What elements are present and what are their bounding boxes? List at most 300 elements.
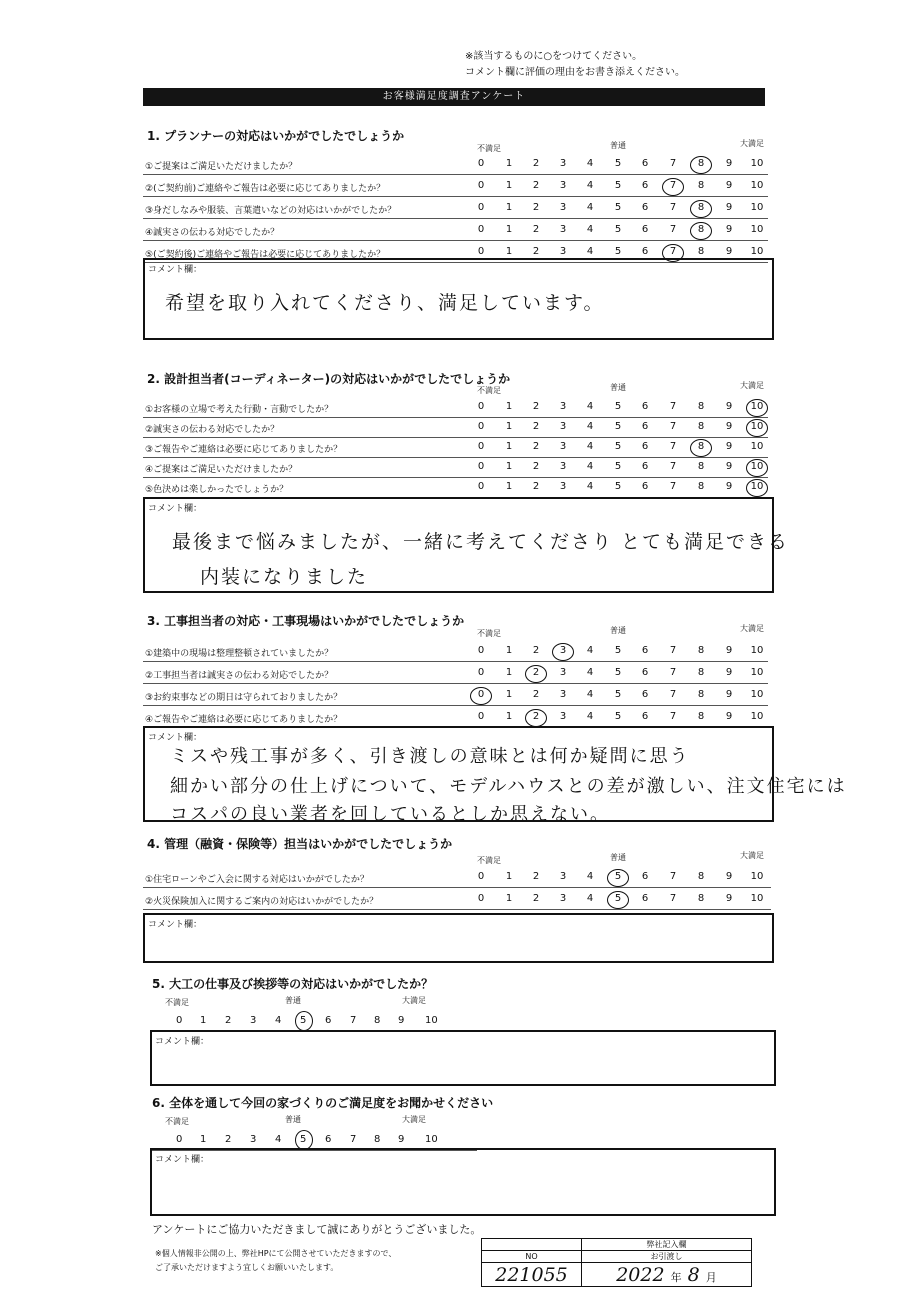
rating-option[interactable]: 6 <box>325 1015 332 1026</box>
rating-option[interactable]: 1 <box>505 224 513 235</box>
rating-option[interactable]: 1 <box>505 202 513 213</box>
comment-label: コメント欄： <box>148 920 203 930</box>
rating-option[interactable]: 4 <box>275 1134 282 1145</box>
rating-option[interactable]: 0 <box>477 667 485 678</box>
scale-high-label: 大満足 <box>740 624 764 633</box>
rating-option[interactable]: 8 <box>697 711 705 722</box>
rating-option[interactable]: 2 <box>532 871 540 882</box>
no-value: 221055 <box>482 1263 582 1287</box>
section-title: 1. プランナーの対応はいかがでしたでしょうか <box>147 129 405 143</box>
rating-option[interactable]: 0 <box>477 645 485 656</box>
comment-label: コメント欄： <box>155 1037 210 1047</box>
rating-option[interactable]: 9 <box>398 1015 405 1026</box>
question-row <box>143 438 768 458</box>
handwritten-comment: コスパの良い業者を回しているとしか思えない。 <box>170 804 610 825</box>
rating-option[interactable]: 8 <box>697 202 705 213</box>
scale-mid-label: 普通 <box>610 141 626 150</box>
rating-option[interactable]: 2 <box>532 689 540 700</box>
rating-option[interactable]: 3 <box>559 246 567 257</box>
rating-option[interactable]: 5 <box>614 667 622 678</box>
rating-option[interactable]: 0 <box>477 689 485 700</box>
selected-rating-circle <box>746 399 768 417</box>
month-value: 8 <box>687 1263 700 1286</box>
rating-option[interactable]: 10 <box>750 711 764 722</box>
selected-rating-circle <box>607 869 629 887</box>
selected-rating-circle <box>690 439 712 457</box>
rating-option[interactable]: 6 <box>641 441 649 452</box>
rating-option[interactable]: 6 <box>641 158 649 169</box>
rating-option[interactable]: 2 <box>532 893 540 904</box>
question-text: ②誠実さの伝わる対応でしたか？ <box>145 425 280 435</box>
question-row <box>143 890 771 910</box>
rating-option[interactable]: 2 <box>532 481 540 492</box>
rating-option[interactable]: 3 <box>559 461 567 472</box>
handwritten-comment: 細かい部分の仕上げについて、モデルハウスとの差が激しい、注文住宅には <box>170 776 847 797</box>
rating-option[interactable]: 6 <box>641 645 649 656</box>
rating-option[interactable]: 7 <box>669 871 677 882</box>
rating-option[interactable]: 7 <box>669 401 677 412</box>
scale-mid-label: 普通 <box>610 626 626 635</box>
rating-option[interactable]: 0 <box>477 871 485 882</box>
question-text: ①建築中の現場は整理整頓されていましたか？ <box>145 649 334 659</box>
rating-option[interactable]: 5 <box>614 441 622 452</box>
rating-option[interactable]: 7 <box>669 180 677 191</box>
rating-option[interactable]: 10 <box>750 893 764 904</box>
rating-option[interactable]: 6 <box>641 421 649 432</box>
selected-rating-circle <box>746 479 768 497</box>
rating-option[interactable]: 6 <box>641 461 649 472</box>
rating-option[interactable]: 7 <box>669 441 677 452</box>
rating-option[interactable]: 0 <box>477 401 485 412</box>
rating-option[interactable]: 5 <box>614 461 622 472</box>
rating-option[interactable]: 2 <box>532 421 540 432</box>
rating-option[interactable]: 2 <box>532 180 540 191</box>
rating-option[interactable]: 10 <box>750 180 764 191</box>
rating-option[interactable]: 5 <box>614 421 622 432</box>
scale-mid-label: 普通 <box>285 1115 301 1124</box>
rating-option[interactable]: 9 <box>725 871 733 882</box>
date-label: お引渡し <box>582 1251 752 1263</box>
rating-option[interactable]: 6 <box>641 246 649 257</box>
rating-option[interactable]: 8 <box>697 871 705 882</box>
rating-option[interactable]: 10 <box>750 441 764 452</box>
rating-option[interactable]: 5 <box>614 401 622 412</box>
rating-option[interactable]: 3 <box>559 711 567 722</box>
scale-low-label: 不満足 <box>477 386 501 395</box>
rating-option[interactable]: 9 <box>725 645 733 656</box>
rating-option[interactable]: 1 <box>200 1134 207 1145</box>
rating-option[interactable]: 6 <box>641 871 649 882</box>
rating-option[interactable]: 7 <box>669 202 677 213</box>
rating-option[interactable]: 3 <box>559 893 567 904</box>
rating-option[interactable]: 0 <box>477 224 485 235</box>
handwritten-comment: ミスや残工事が多く、引き渡しの意味とは何か疑問に思う <box>170 746 690 767</box>
question-row <box>143 199 768 219</box>
rating-option[interactable]: 8 <box>697 645 705 656</box>
scale-low-label: 不満足 <box>477 856 501 865</box>
question-text: ⑤(ご契約後)ご連絡やご報告は必要に応じてありましたか？ <box>145 250 386 260</box>
rating-option[interactable]: 7 <box>669 667 677 678</box>
rating-option[interactable]: 9 <box>725 711 733 722</box>
rating-option[interactable]: 1 <box>505 421 513 432</box>
comment-box[interactable] <box>150 1030 776 1086</box>
rating-option[interactable]: 7 <box>669 461 677 472</box>
rating-option[interactable]: 6 <box>641 481 649 492</box>
rating-option[interactable]: 9 <box>725 893 733 904</box>
comment-label: コメント欄： <box>148 733 203 743</box>
question-row <box>143 708 768 728</box>
selected-rating-circle <box>746 419 768 437</box>
year-unit: 年 <box>670 1270 682 1284</box>
rating-option[interactable]: 2 <box>532 158 540 169</box>
question-text: ②工事担当者は誠実さの伝わる対応でしたか？ <box>145 671 334 681</box>
year-value: 2022 <box>616 1263 665 1286</box>
rating-option[interactable]: 8 <box>374 1134 381 1145</box>
thanks-text: アンケートにご協力いただきまして誠にありがとうございました。 <box>152 1223 482 1236</box>
rating-option[interactable]: 2 <box>532 711 540 722</box>
rating-option[interactable]: 1 <box>505 689 513 700</box>
rating-option[interactable]: 3 <box>559 401 567 412</box>
rating-option[interactable]: 7 <box>669 893 677 904</box>
rating-option[interactable]: 2 <box>532 667 540 678</box>
rating-option[interactable]: 3 <box>559 481 567 492</box>
question-text: ⑤色決めは楽しかったでしょうか？ <box>145 485 289 495</box>
rating-option[interactable]: 5 <box>614 224 622 235</box>
rating-option[interactable]: 1 <box>505 180 513 191</box>
question-row <box>143 458 768 478</box>
selected-rating-circle <box>525 665 547 683</box>
rating-option[interactable]: 5 <box>300 1134 307 1145</box>
question-row <box>143 398 768 418</box>
question-text: ③身だしなみや服装、言葉遣いなどの対応はいかがでしたか？ <box>145 206 397 216</box>
rating-option[interactable]: 2 <box>532 202 540 213</box>
rating-option[interactable]: 9 <box>725 481 733 492</box>
rating-option[interactable]: 10 <box>425 1015 438 1026</box>
rating-option[interactable]: 9 <box>725 158 733 169</box>
rating-option[interactable]: 10 <box>750 871 764 882</box>
rating-option[interactable]: 10 <box>750 645 764 656</box>
rating-option[interactable]: 4 <box>586 224 594 235</box>
selected-rating-circle <box>552 643 574 661</box>
rating-option[interactable]: 7 <box>669 711 677 722</box>
date-value <box>582 1263 752 1287</box>
rating-option[interactable]: 5 <box>614 689 622 700</box>
question-text: ④誠実さの伝わる対応でしたか？ <box>145 228 280 238</box>
question-row <box>143 221 768 241</box>
question-row <box>143 664 768 684</box>
survey-title: お客様満足度調査アンケート <box>143 88 765 106</box>
rating-option[interactable]: 6 <box>325 1134 332 1145</box>
rating-option[interactable]: 8 <box>697 667 705 678</box>
scale-high-label: 大満足 <box>740 139 764 148</box>
rating-option[interactable]: 4 <box>586 481 594 492</box>
rating-option[interactable]: 0 <box>176 1134 183 1145</box>
rating-option[interactable]: 8 <box>697 246 705 257</box>
rating-option[interactable]: 8 <box>697 689 705 700</box>
rating-option[interactable]: 5 <box>614 871 622 882</box>
rating-option[interactable]: 0 <box>477 202 485 213</box>
rating-option[interactable]: 7 <box>350 1134 357 1145</box>
stamp-header: 弊社記入欄 <box>582 1239 752 1251</box>
rating-option[interactable]: 3 <box>250 1134 257 1145</box>
rating-option[interactable]: 8 <box>697 421 705 432</box>
rating-option[interactable]: 4 <box>586 421 594 432</box>
selected-rating-circle <box>746 459 768 477</box>
scale-low-label: 不満足 <box>477 629 501 638</box>
rating-option[interactable]: 8 <box>697 180 705 191</box>
rating-option[interactable]: 5 <box>614 711 622 722</box>
handwritten-comment: 内装になりました <box>200 566 369 588</box>
rating-option[interactable]: 10 <box>750 158 764 169</box>
question-row <box>143 868 771 888</box>
rating-option[interactable]: 3 <box>559 441 567 452</box>
rating-option[interactable]: 4 <box>586 158 594 169</box>
rating-option[interactable]: 7 <box>669 158 677 169</box>
rating-option[interactable]: 7 <box>669 246 677 257</box>
rating-option[interactable]: 10 <box>750 689 764 700</box>
scale-high-label: 大満足 <box>402 1115 426 1124</box>
comment-label: コメント欄： <box>148 265 203 275</box>
rating-option[interactable]: 8 <box>374 1015 381 1026</box>
rating-option[interactable]: 7 <box>350 1015 357 1026</box>
selected-rating-circle <box>690 156 712 174</box>
comment-label: コメント欄： <box>155 1155 210 1165</box>
rating-option[interactable]: 1 <box>505 401 513 412</box>
rating-option[interactable]: 8 <box>697 461 705 472</box>
rating-option[interactable]: 0 <box>477 461 485 472</box>
selected-rating-circle <box>525 709 547 727</box>
rating-option[interactable]: 4 <box>586 180 594 191</box>
rating-option[interactable]: 10 <box>750 421 764 432</box>
section-title: 6. 全体を通して今回の家づくりのご満足度をお聞かせください <box>152 1096 494 1110</box>
rating-option[interactable]: 5 <box>614 893 622 904</box>
section-title: 2. 設計担当者(コーディネーター)の対応はいかがでしたでしょうか <box>147 372 511 386</box>
instruction-note-2: コメント欄に評価の理由をお書き添えください。 <box>465 67 685 78</box>
scale-low-label: 不満足 <box>165 998 189 1007</box>
rating-option[interactable]: 3 <box>250 1015 257 1026</box>
rating-option[interactable]: 6 <box>641 667 649 678</box>
rating-option[interactable]: 10 <box>750 224 764 235</box>
question-text: ①ご提案はご満足いただけましたか？ <box>145 162 298 172</box>
rating-option[interactable]: 5 <box>300 1015 307 1026</box>
rating-option[interactable]: 1 <box>505 481 513 492</box>
rating-option[interactable]: 5 <box>614 645 622 656</box>
rating-option[interactable]: 6 <box>641 401 649 412</box>
rating-option[interactable]: 7 <box>669 481 677 492</box>
rating-option[interactable]: 2 <box>532 224 540 235</box>
rating-option[interactable]: 10 <box>750 246 764 257</box>
rating-option[interactable]: 4 <box>586 667 594 678</box>
rating-option[interactable]: 5 <box>614 158 622 169</box>
rating-option[interactable]: 8 <box>697 158 705 169</box>
rating-option[interactable]: 8 <box>697 441 705 452</box>
question-row <box>143 686 768 706</box>
rating-option[interactable]: 1 <box>505 158 513 169</box>
rating-option[interactable]: 0 <box>477 158 485 169</box>
rating-option[interactable]: 4 <box>586 893 594 904</box>
rating-option[interactable]: 6 <box>641 202 649 213</box>
comment-box[interactable] <box>143 913 774 963</box>
rating-option[interactable]: 2 <box>225 1134 232 1145</box>
rating-option[interactable]: 7 <box>669 645 677 656</box>
comment-label: コメント欄： <box>148 504 203 514</box>
privacy-note-2: ご了承いただけますよう宜しくお願いいたします。 <box>155 1263 339 1272</box>
rating-option[interactable]: 4 <box>586 461 594 472</box>
selected-rating-circle <box>295 1011 313 1031</box>
rating-option[interactable]: 3 <box>559 224 567 235</box>
rating-option[interactable]: 7 <box>669 689 677 700</box>
rating-option[interactable]: 1 <box>505 667 513 678</box>
rating-option[interactable]: 0 <box>176 1015 183 1026</box>
rating-option[interactable]: 4 <box>586 246 594 257</box>
rating-option[interactable]: 3 <box>559 645 567 656</box>
question-text: ①住宅ローンやご入会に関する対応はいかがでしたか？ <box>145 875 369 885</box>
rating-option[interactable]: 0 <box>477 481 485 492</box>
selected-rating-circle <box>662 178 684 196</box>
rating-option[interactable]: 10 <box>750 667 764 678</box>
rating-option[interactable]: 9 <box>725 180 733 191</box>
scale-mid-label: 普通 <box>610 853 626 862</box>
rating-option[interactable]: 4 <box>586 202 594 213</box>
selected-rating-circle <box>470 687 492 705</box>
rating-option[interactable]: 10 <box>750 401 764 412</box>
rating-option[interactable]: 6 <box>641 711 649 722</box>
rating-option[interactable]: 0 <box>477 246 485 257</box>
rating-option[interactable]: 2 <box>532 441 540 452</box>
rating-option[interactable]: 1 <box>505 461 513 472</box>
scale-high-label: 大満足 <box>740 851 764 860</box>
scale-mid-label: 普通 <box>285 996 301 1005</box>
rating-option[interactable]: 3 <box>559 202 567 213</box>
rating-option[interactable]: 9 <box>725 667 733 678</box>
rating-option[interactable]: 1 <box>505 711 513 722</box>
rating-option[interactable]: 9 <box>398 1134 405 1145</box>
scale-high-label: 大満足 <box>402 996 426 1005</box>
question-text: ①お客様の立場で考えた行動・言動でしたか？ <box>145 405 334 415</box>
question-row <box>143 418 768 438</box>
rating-option[interactable]: 8 <box>697 224 705 235</box>
rating-option[interactable]: 0 <box>477 711 485 722</box>
selected-rating-circle <box>690 222 712 240</box>
question-row <box>143 478 768 498</box>
instruction-note-1: ※該当するものに○をつけてください。 <box>465 51 643 62</box>
rating-option[interactable]: 9 <box>725 461 733 472</box>
rating-option[interactable]: 3 <box>559 158 567 169</box>
question-text: ③ご報告やご連絡は必要に応じてありましたか？ <box>145 445 343 455</box>
question-text: ④ご提案はご満足いただけましたか？ <box>145 465 298 475</box>
question-row <box>143 177 768 197</box>
rating-option[interactable]: 6 <box>641 689 649 700</box>
rating-option[interactable]: 10 <box>750 461 764 472</box>
scale-low-label: 不満足 <box>477 144 501 153</box>
rating-option[interactable]: 1 <box>505 441 513 452</box>
rating-option[interactable]: 3 <box>559 667 567 678</box>
rating-option[interactable]: 6 <box>641 893 649 904</box>
rating-option[interactable]: 5 <box>614 202 622 213</box>
rating-option[interactable]: 4 <box>586 645 594 656</box>
rating-option[interactable]: 4 <box>586 871 594 882</box>
rating-option[interactable]: 9 <box>725 441 733 452</box>
scale-mid-label: 普通 <box>610 383 626 392</box>
section-title: 3. 工事担当者の対応・工事現場はいかがでしたでしょうか <box>147 614 465 628</box>
rating-option[interactable]: 10 <box>750 202 764 213</box>
rating-option[interactable]: 2 <box>532 401 540 412</box>
section-title: 5. 大工の仕事及び挨拶等の対応はいかがでしたか？ <box>152 977 434 991</box>
comment-box[interactable] <box>150 1148 776 1216</box>
rating-option[interactable]: 0 <box>477 421 485 432</box>
question-text: ②火災保険加入に関するご案内の対応はいかがでしたか？ <box>145 897 379 907</box>
month-unit: 月 <box>705 1270 717 1284</box>
rating-option[interactable]: 4 <box>275 1015 282 1026</box>
rating-option[interactable]: 9 <box>725 401 733 412</box>
rating-option[interactable]: 9 <box>725 421 733 432</box>
selected-rating-circle <box>295 1130 313 1150</box>
rating-option[interactable]: 8 <box>697 893 705 904</box>
rating-option[interactable]: 2 <box>225 1015 232 1026</box>
rating-option[interactable]: 7 <box>669 421 677 432</box>
scale-high-label: 大満足 <box>740 381 764 390</box>
rating-option[interactable]: 9 <box>725 689 733 700</box>
rating-option[interactable]: 6 <box>641 224 649 235</box>
handwritten-comment: 最後まで悩みましたが、一緒に考えてくださり とても満足できる <box>172 531 790 553</box>
rating-option[interactable]: 0 <box>477 893 485 904</box>
rating-option[interactable]: 8 <box>697 401 705 412</box>
privacy-note-1: ※個人情報非公開の上、弊社HPにて公開させていただきますので、 <box>155 1249 397 1258</box>
question-row <box>143 642 768 662</box>
rating-option[interactable]: 4 <box>586 711 594 722</box>
rating-option[interactable]: 1 <box>505 893 513 904</box>
rating-option[interactable]: 2 <box>532 645 540 656</box>
rating-option[interactable]: 9 <box>725 224 733 235</box>
rating-option[interactable]: 9 <box>725 202 733 213</box>
rating-option[interactable]: 9 <box>725 246 733 257</box>
rating-option[interactable]: 8 <box>697 481 705 492</box>
rating-option[interactable]: 10 <box>750 481 764 492</box>
rating-option[interactable]: 1 <box>200 1015 207 1026</box>
rating-option[interactable]: 7 <box>669 224 677 235</box>
rating-option[interactable]: 3 <box>559 871 567 882</box>
rating-option[interactable]: 5 <box>614 180 622 191</box>
rating-option[interactable]: 1 <box>505 645 513 656</box>
rating-option[interactable]: 3 <box>559 689 567 700</box>
rating-option[interactable]: 3 <box>559 421 567 432</box>
question-text: ④ご報告やご連絡は必要に応じてありましたか？ <box>145 715 343 725</box>
question-text: ③お約束事などの期日は守られておりましたか？ <box>145 693 343 703</box>
rating-option[interactable]: 0 <box>477 180 485 191</box>
rating-option[interactable]: 5 <box>614 481 622 492</box>
rating-option[interactable]: 3 <box>559 180 567 191</box>
section-title: 4. 管理（融資・保険等）担当はいかがでしたでしょうか <box>147 837 453 851</box>
rating-option[interactable]: 2 <box>532 461 540 472</box>
rating-option[interactable]: 2 <box>532 246 540 257</box>
question-row <box>143 155 768 175</box>
rating-option[interactable]: 4 <box>586 689 594 700</box>
selected-rating-circle <box>607 891 629 909</box>
rating-option[interactable]: 10 <box>425 1134 438 1145</box>
question-text: ②(ご契約前)ご連絡やご報告は必要に応じてありましたか？ <box>145 184 386 194</box>
rating-option[interactable]: 4 <box>586 401 594 412</box>
rating-option[interactable]: 1 <box>505 246 513 257</box>
rating-option[interactable]: 6 <box>641 180 649 191</box>
rating-option[interactable]: 4 <box>586 441 594 452</box>
no-label: NO <box>482 1251 582 1263</box>
selected-rating-circle <box>690 200 712 218</box>
handwritten-comment: 希望を取り入れてくださり、満足しています。 <box>165 292 605 314</box>
rating-option[interactable]: 0 <box>477 441 485 452</box>
scale-low-label: 不満足 <box>165 1117 189 1126</box>
rating-option[interactable]: 1 <box>505 871 513 882</box>
rating-option[interactable]: 5 <box>614 246 622 257</box>
